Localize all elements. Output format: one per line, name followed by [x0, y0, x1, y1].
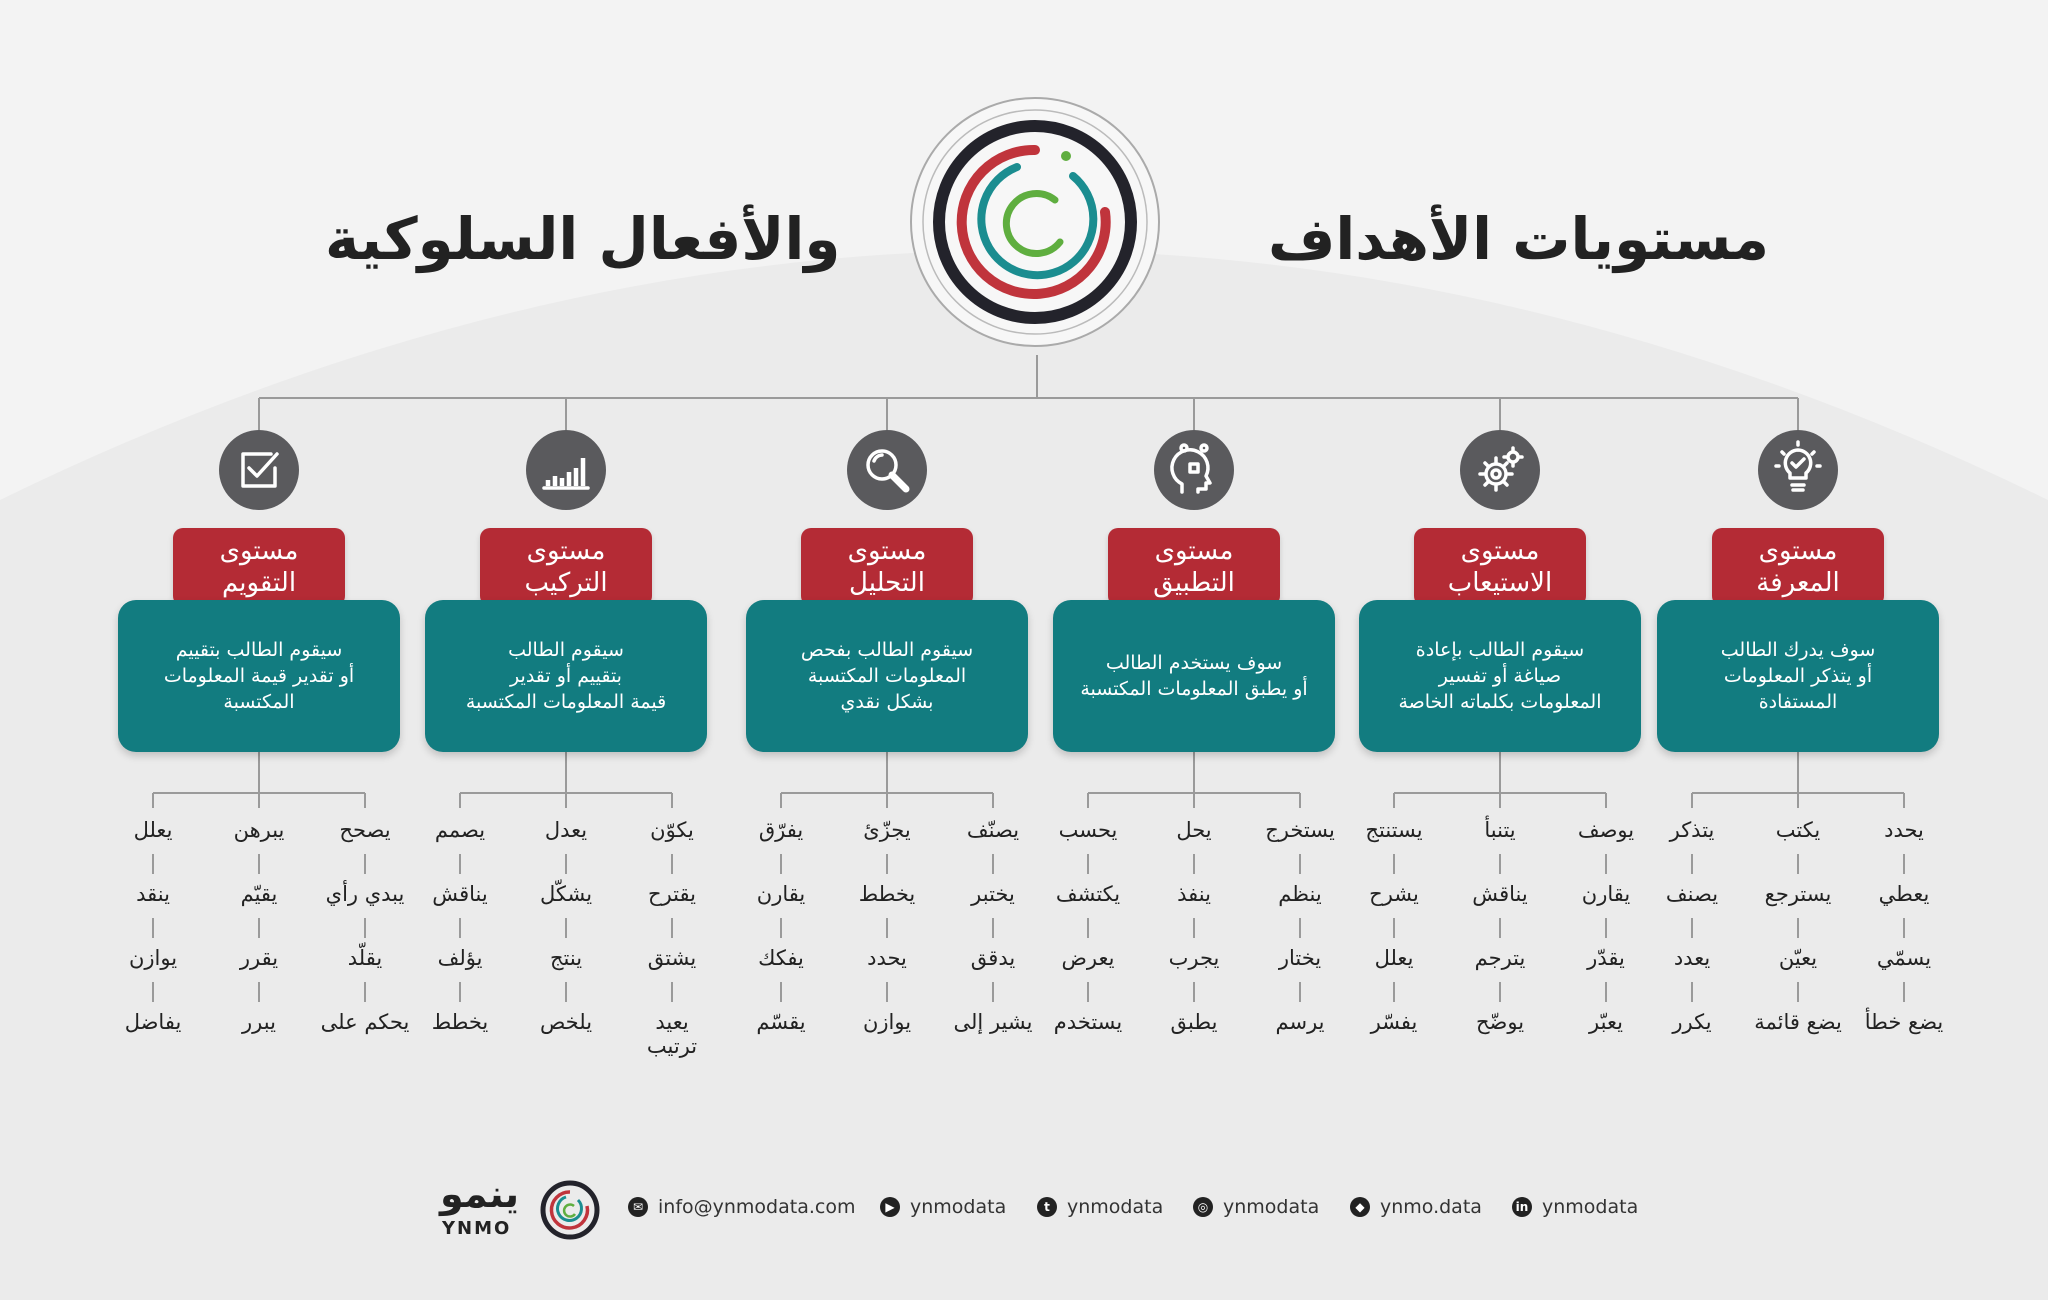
verb: يبدي رأي — [325, 882, 405, 906]
footer-contact[interactable] — [1350, 1196, 1482, 1218]
verb: يرسم — [1275, 1010, 1325, 1034]
verb: يضع خطأ — [1864, 1010, 1944, 1034]
verb: يكتشف — [1055, 882, 1121, 906]
verb: يقدّر — [1587, 946, 1625, 970]
verb: يتذكر — [1669, 818, 1715, 842]
verb: يعبّر — [1589, 1010, 1623, 1034]
magnifier-icon — [847, 430, 927, 510]
verb: يتنبأ — [1484, 818, 1516, 842]
description-line: أو تقدير قيمة المعلومات — [163, 665, 355, 687]
gears-icon — [1460, 430, 1540, 510]
verb: يعلل — [133, 818, 173, 842]
head-puzzle-icon — [1154, 430, 1234, 510]
verb: يحدد — [1884, 818, 1924, 842]
verb: يستخرج — [1265, 818, 1335, 842]
verb: يخطط — [858, 882, 916, 906]
center-logo — [905, 92, 1165, 352]
instagram-icon: ◎ — [1193, 1197, 1213, 1217]
verb: يطبق — [1170, 1010, 1218, 1034]
verb: يوضّح — [1475, 1010, 1525, 1034]
level-title — [173, 528, 345, 606]
email-icon: ✉ — [628, 1197, 648, 1217]
title-right: مستويات الأهداف — [1268, 205, 1770, 273]
verb: يفرّق — [758, 818, 804, 842]
title-left: والأفعال السلوكية — [325, 205, 841, 273]
level-title-line1: مستوى — [1154, 536, 1234, 566]
verb: ينتج — [549, 946, 583, 970]
verb: يوازن — [862, 1010, 912, 1034]
verb: يشتق — [647, 946, 697, 970]
verb: يعدد — [1673, 946, 1711, 970]
description-line: قيمة المعلومات المكتسبة — [465, 691, 667, 713]
verb: يصنف — [1665, 882, 1719, 906]
twitter-icon: t — [1037, 1197, 1057, 1217]
level-title — [1414, 528, 1586, 606]
verb: يضع قائمة — [1754, 1010, 1842, 1034]
lightbulb-check-icon — [1758, 430, 1838, 510]
youtube-icon: ▶ — [880, 1197, 900, 1217]
bar-chart-icon — [526, 430, 606, 510]
verb: يجرب — [1168, 946, 1220, 970]
verb: يعطي — [1878, 882, 1930, 906]
description-line: أو يطبق المعلومات المكتسبة — [1080, 678, 1308, 700]
description-line: المعلومات المكتسبة — [807, 665, 967, 687]
description-line: صياغة أو تفسير — [1438, 665, 1562, 687]
footer-contact-text: ynmodata — [1067, 1196, 1164, 1218]
verb: يختبر — [971, 882, 1015, 906]
level-description — [1053, 600, 1335, 752]
verb: يبرهن — [233, 818, 285, 842]
footer-contact-text: ynmodata — [1542, 1196, 1639, 1218]
verb: يؤلف — [437, 946, 483, 970]
verb: يحدد — [867, 946, 907, 970]
footer-contact[interactable] — [1193, 1196, 1319, 1218]
checkbox-icon — [219, 430, 299, 510]
verb: يعيّن — [1778, 946, 1818, 970]
verb: يحسب — [1058, 818, 1118, 842]
verb: يصحح — [339, 818, 391, 842]
footer-contact-text: ynmo.data — [1380, 1196, 1482, 1218]
verb: يوازن — [128, 946, 178, 970]
verb: يستخدم — [1053, 1010, 1123, 1034]
verb: يستنتج — [1365, 818, 1423, 842]
verb: يناقش — [1472, 882, 1528, 906]
description-line: سيقوم الطالب بإعادة — [1415, 639, 1585, 661]
verb: يقارن — [756, 882, 806, 906]
verb: يصنّف — [966, 818, 1020, 842]
verb: يعرض — [1061, 946, 1115, 970]
verb: يسمّي — [1876, 946, 1932, 970]
level-title-line2: التركيب — [524, 568, 608, 598]
verb: يختار — [1278, 946, 1322, 970]
brand-logo — [540, 1180, 600, 1240]
verb: يوصف — [1577, 818, 1635, 842]
verb: يبرر — [242, 1010, 276, 1034]
verb: يكرر — [1672, 1010, 1712, 1034]
verb: يصمم — [434, 818, 486, 842]
level-description — [1359, 600, 1641, 752]
verb: يخطط — [431, 1010, 489, 1034]
description-line: المستفادة — [1758, 691, 1838, 713]
level-title-line1: مستوى — [526, 536, 606, 566]
footer-contact[interactable] — [1037, 1196, 1163, 1218]
level-title-line1: مستوى — [1460, 536, 1540, 566]
description-line: بشكل نقدي — [840, 691, 934, 713]
footer-contact-text: info@ynmodata.com — [658, 1196, 856, 1218]
description-line: المكتسبة — [223, 691, 295, 713]
verb: يكتب — [1775, 818, 1821, 842]
verb: يناقش — [432, 882, 488, 906]
footer-contact[interactable] — [880, 1196, 1006, 1218]
verb: يعدل — [544, 818, 588, 842]
linkedin-icon: in — [1512, 1197, 1532, 1217]
snapchat-icon: ◆ — [1350, 1197, 1370, 1217]
level-title-line2: التقويم — [221, 568, 297, 598]
level-title-line2: التحليل — [849, 568, 925, 598]
brand-text-en: YNMO — [442, 1218, 512, 1239]
level-description — [1657, 600, 1939, 752]
level-description — [425, 600, 707, 752]
verb: ينظم — [1278, 882, 1322, 906]
level-title — [801, 528, 973, 606]
verb: يشرح — [1369, 882, 1419, 906]
description-line: بتقييم أو تقدير — [510, 665, 622, 687]
level-title-line2: الاستيعاب — [1447, 568, 1553, 598]
brand-text-ar: ينمو — [440, 1172, 520, 1216]
verb: يفكك — [758, 946, 804, 970]
footer-contact[interactable] — [628, 1196, 855, 1218]
description-line: أو يتذكر المعلومات — [1723, 665, 1873, 687]
description-line: سوف يدرك الطالب — [1720, 639, 1876, 661]
verb: ينقد — [136, 882, 170, 906]
verb: يقسّم — [756, 1010, 806, 1034]
verb: يحكم على — [320, 1010, 410, 1034]
level-title-line1: مستوى — [219, 536, 299, 566]
level-title-line1: مستوى — [847, 536, 927, 566]
verb: يسترجع — [1764, 882, 1832, 906]
verb: يفاضل — [124, 1010, 182, 1034]
verb: يكوّن — [650, 818, 694, 842]
description-line: سيقوم الطالب بتقييم — [175, 639, 343, 661]
level-title-line1: مستوى — [1758, 536, 1838, 566]
verb: يعلل — [1374, 946, 1414, 970]
description-line: سوف يستخدم الطالب — [1105, 652, 1283, 674]
verb: يقيّم — [240, 882, 278, 906]
description-line: المعلومات بكلماته الخاصة — [1398, 691, 1602, 713]
description-line: سيقوم الطالب بفحص — [800, 639, 974, 661]
verb: يقارن — [1581, 882, 1631, 906]
footer-contact-text: ynmodata — [1223, 1196, 1320, 1218]
level-title-line2: التطبيق — [1153, 568, 1235, 598]
verb: يلخص — [539, 1010, 593, 1034]
verb: يترجم — [1474, 946, 1526, 970]
verb: يجزّئ — [863, 818, 911, 842]
level-description — [118, 600, 400, 752]
verb: ينفذ — [1177, 882, 1211, 906]
level-title-line2: المعرفة — [1756, 568, 1840, 598]
verb: يدقق — [970, 946, 1016, 970]
verb: يحل — [1176, 818, 1212, 842]
verb: يشكّل — [539, 882, 593, 906]
verb: يقترح — [648, 882, 696, 906]
description-line: سيقوم الطالب — [508, 639, 624, 661]
verb: يقلّد — [347, 946, 383, 970]
level-description — [746, 600, 1028, 752]
verb: يفسّر — [1370, 1010, 1418, 1034]
level-title — [1108, 528, 1280, 606]
verb: يشير إلى — [953, 1010, 1033, 1034]
level-title — [1712, 528, 1884, 606]
level-title — [480, 528, 652, 606]
footer-contact-text: ynmodata — [910, 1196, 1007, 1218]
footer-contact[interactable] — [1512, 1196, 1638, 1218]
verb: يعيد ترتيب — [646, 1010, 698, 1058]
verb: يقرر — [239, 946, 279, 970]
